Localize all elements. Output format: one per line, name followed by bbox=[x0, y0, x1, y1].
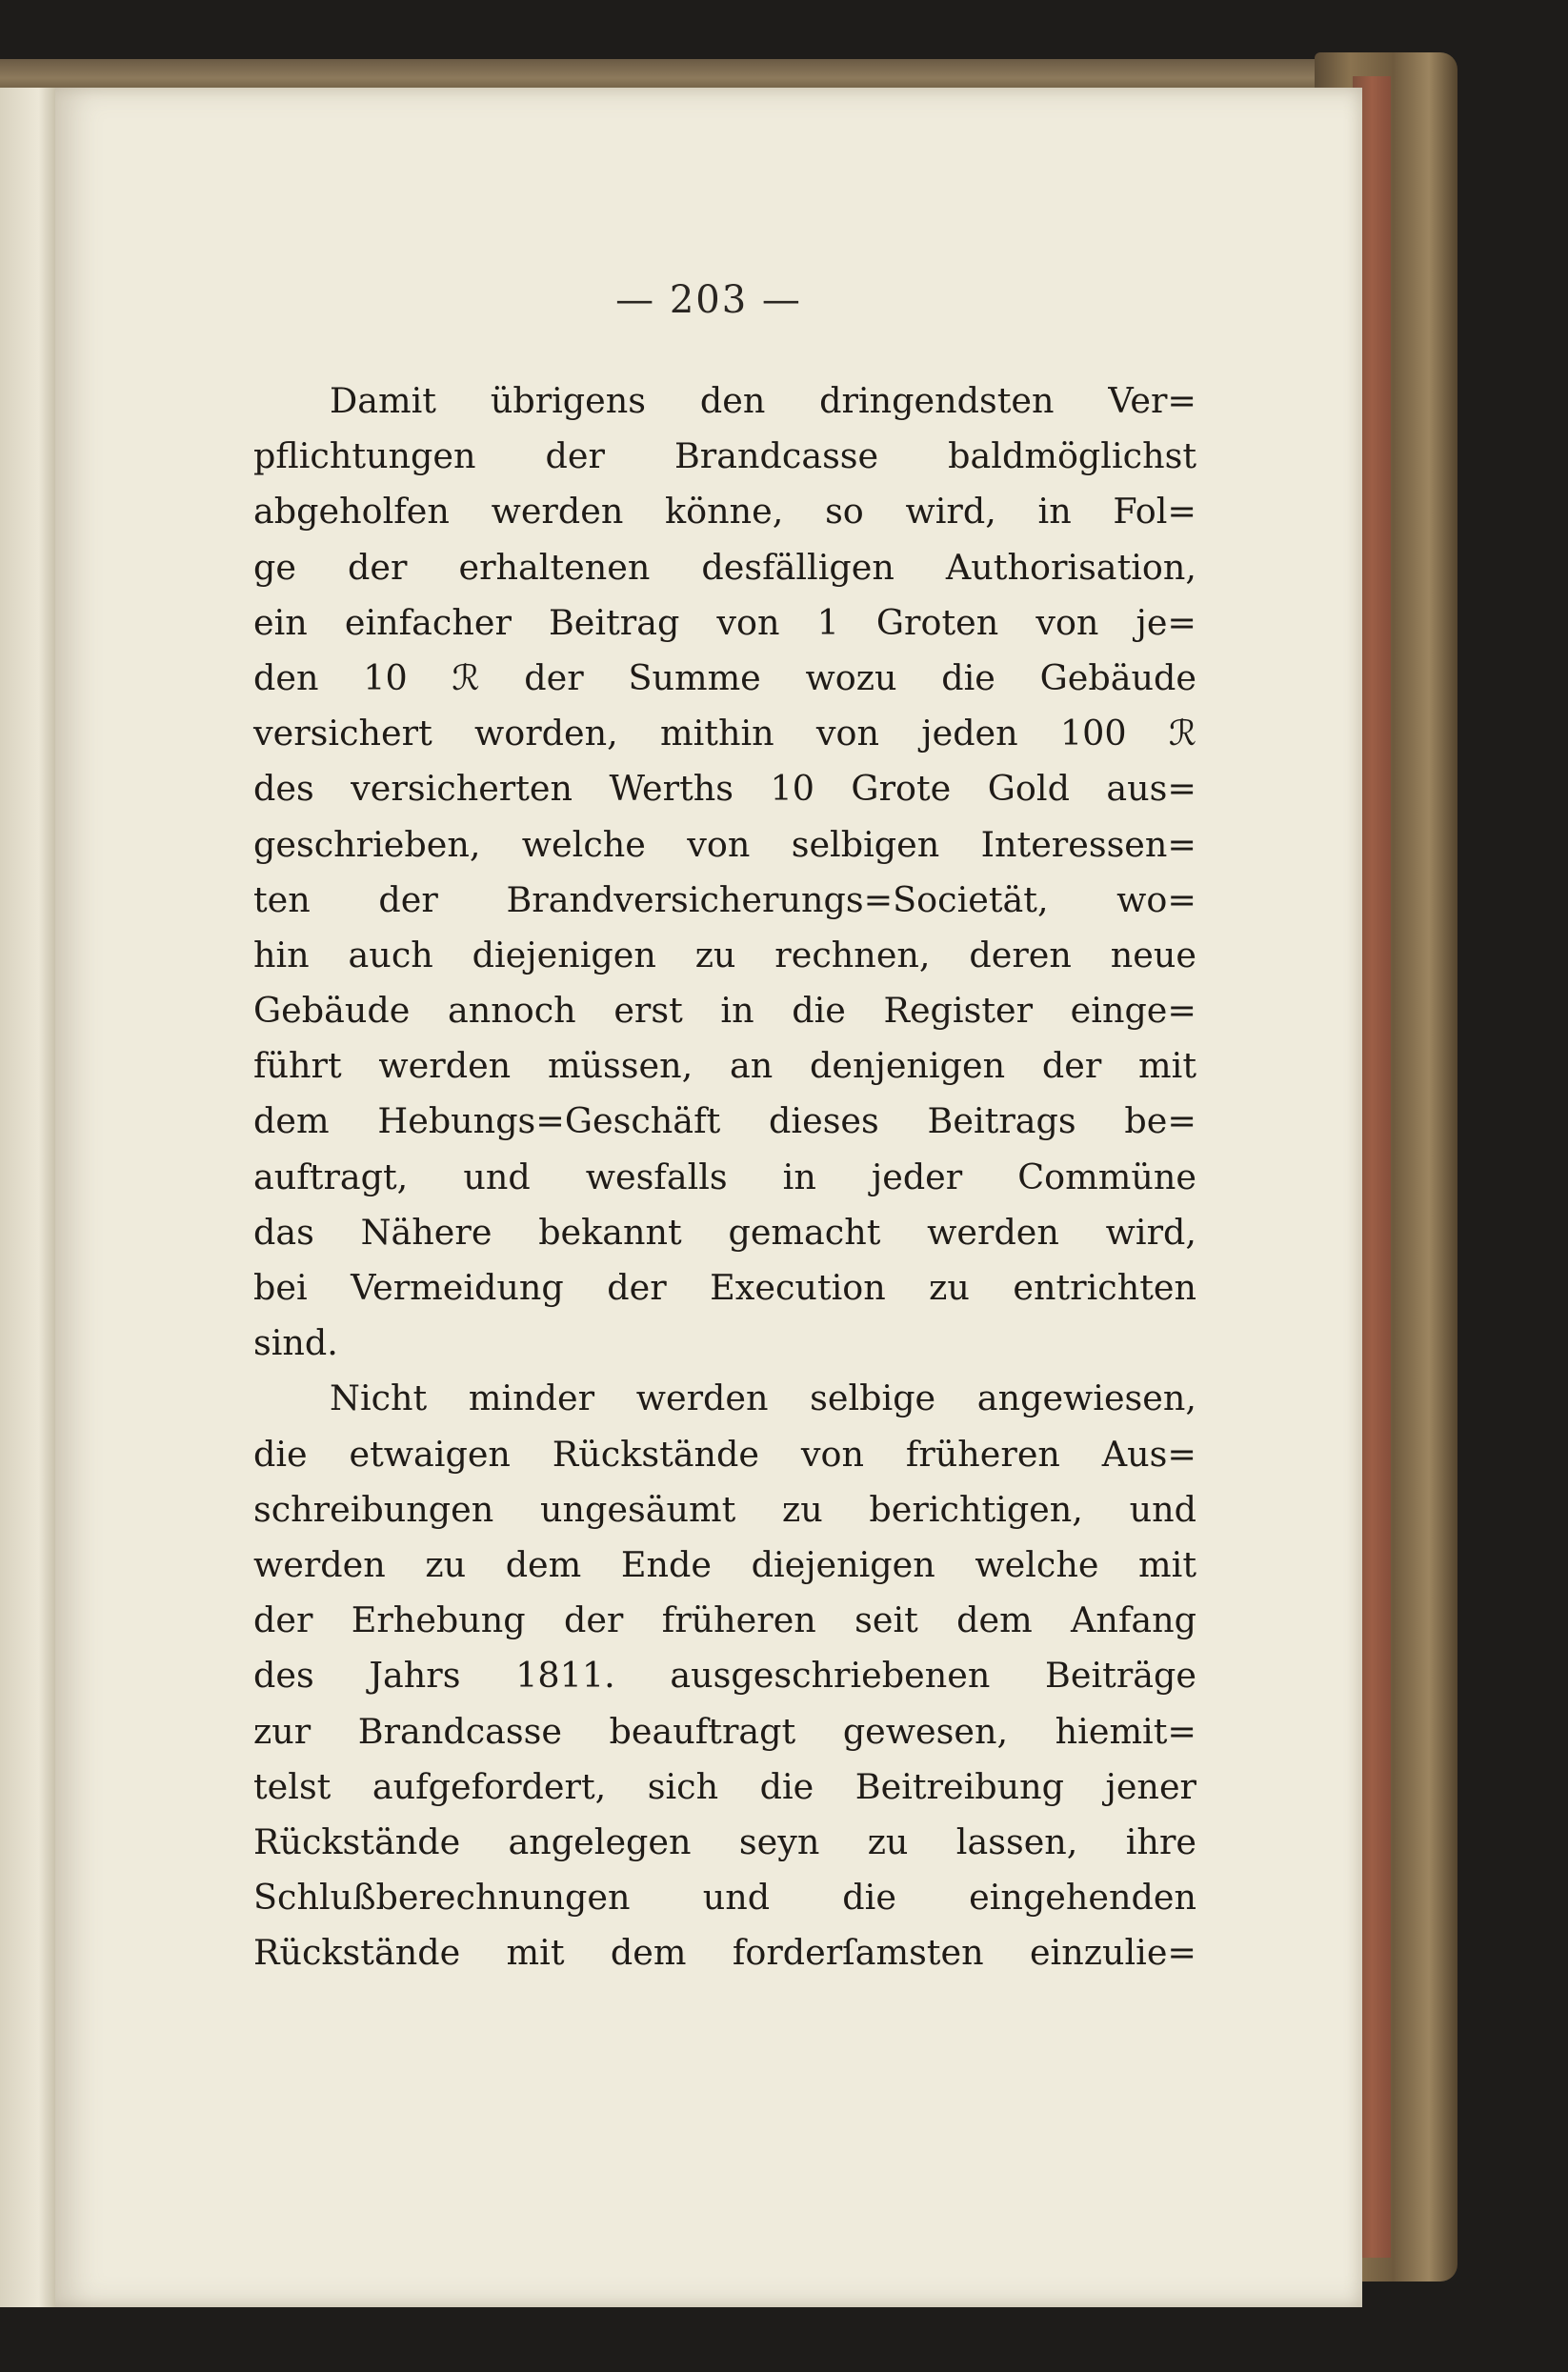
text-line: zur Brandcasse beauftragt gewesen, hiemit= bbox=[253, 1710, 1196, 1752]
text-line: sind. bbox=[253, 1322, 338, 1364]
text-line: ge der erhaltenen desfälligen Authorisation, bbox=[253, 546, 1196, 588]
text-line: pflichtungen der Brandcasse baldmöglichst bbox=[253, 435, 1196, 477]
text-line: auftragt, und wesfalls in jeder Commüne bbox=[253, 1156, 1196, 1197]
text-line: hin auch diejenigen zu rechnen, deren neue bbox=[253, 934, 1196, 975]
text-line: Rückstände mit dem forderſamsten einzulie= bbox=[253, 1932, 1196, 1974]
text-line: dem Hebungs=Geschäft dieses Beitrags be= bbox=[253, 1100, 1196, 1142]
text-line: Gebäude annoch erst in die Register einge= bbox=[253, 990, 1196, 1032]
text-line: schreibungen ungesäumt zu berichtigen, und bbox=[253, 1488, 1196, 1530]
paragraph-2 bbox=[253, 1371, 1196, 1980]
text-line: des versicherten Werths 10 Grote Gold aus= bbox=[253, 768, 1196, 810]
text-line: das Nähere bekannt gemacht werden wird, bbox=[253, 1211, 1196, 1253]
text-line: Schlußberechnungen und die eingehenden bbox=[253, 1877, 1196, 1919]
text-line: werden zu dem Ende diejenigen welche mit bbox=[253, 1543, 1196, 1585]
book-page bbox=[55, 88, 1362, 2307]
text-line: Nicht minder werden selbige angewiesen, bbox=[330, 1377, 1196, 1419]
text-line: die etwaigen Rückstände von früheren Aus= bbox=[253, 1433, 1196, 1475]
text-line: der Erhebung der früheren seit dem Anfang bbox=[253, 1599, 1196, 1641]
paragraph-1 bbox=[253, 373, 1196, 1371]
text-line: des Jahrs 1811. ausgeschriebenen Beiträge bbox=[253, 1655, 1196, 1697]
facing-page-edge bbox=[0, 88, 55, 2307]
text-line: Rückstände angelegen seyn zu lassen, ihre bbox=[253, 1820, 1196, 1862]
text-line: ten der Brandversicherungs=Societät, wo= bbox=[253, 878, 1196, 920]
page-text bbox=[253, 373, 1196, 1980]
text-line: bei Vermeidung der Execution zu entrichten bbox=[253, 1267, 1196, 1308]
text-line: telst aufgefordert, sich die Beitreibung jener bbox=[253, 1765, 1196, 1807]
text-line: abgeholfen werden könne, so wird, in Fol= bbox=[253, 491, 1196, 533]
page-number: — 203 — bbox=[615, 278, 802, 322]
text-line: geschrieben, welche von selbigen Interessen= bbox=[253, 823, 1196, 865]
text-line: versichert worden, mithin von jeden 100 ℛ bbox=[253, 713, 1196, 754]
text-line: führt werden müssen, an denjenigen der mit bbox=[253, 1045, 1196, 1087]
text-line: ein einfacher Beitrag von 1 Groten von je= bbox=[253, 601, 1196, 643]
text-line: Damit übrigens den dringendsten Ver= bbox=[330, 380, 1196, 421]
text-line: den 10 ℛ der Summe wozu die Gebäude bbox=[253, 656, 1196, 698]
